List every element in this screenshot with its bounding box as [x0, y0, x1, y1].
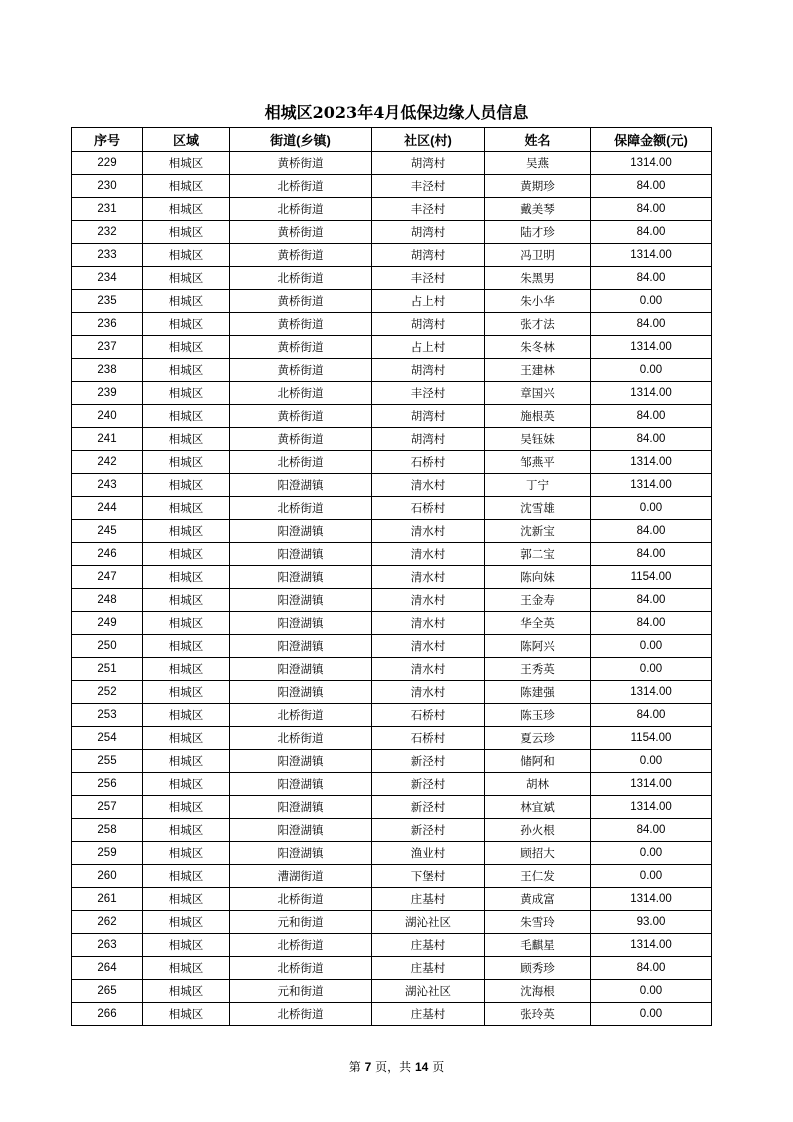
row-district: 相城区: [143, 497, 230, 520]
table-row: [72, 980, 712, 1003]
row-index: 254: [72, 727, 143, 750]
row-index: 229: [72, 152, 143, 175]
row-name: 王秀英: [485, 658, 591, 681]
row-name: 黄期珍: [485, 175, 591, 198]
row-district: 相城区: [143, 612, 230, 635]
table-row: [72, 290, 712, 313]
row-amount: 1314.00: [591, 888, 712, 911]
row-index: 244: [72, 497, 143, 520]
row-community: 湖沁社区: [372, 980, 485, 1003]
row-index: 239: [72, 382, 143, 405]
row-street: 北桥街道: [230, 382, 372, 405]
row-street: 阳澄湖镇: [230, 612, 372, 635]
row-index: 233: [72, 244, 143, 267]
table-row: [72, 313, 712, 336]
table-row: [72, 727, 712, 750]
row-amount: 0.00: [591, 750, 712, 773]
row-name: 朱黑男: [485, 267, 591, 290]
table-row: [72, 796, 712, 819]
row-index: 245: [72, 520, 143, 543]
row-amount: 1314.00: [591, 773, 712, 796]
row-district: 相城区: [143, 1003, 230, 1026]
row-index: 265: [72, 980, 143, 1003]
row-index: 238: [72, 359, 143, 382]
row-index: 251: [72, 658, 143, 681]
row-index: 230: [72, 175, 143, 198]
row-amount: 0.00: [591, 842, 712, 865]
row-index: 234: [72, 267, 143, 290]
row-name: 顾招大: [485, 842, 591, 865]
row-amount: 1314.00: [591, 796, 712, 819]
row-amount: 1314.00: [591, 681, 712, 704]
row-street: 阳澄湖镇: [230, 566, 372, 589]
row-name: 张玲英: [485, 1003, 591, 1026]
table-body: [72, 152, 712, 1026]
row-street: 阳澄湖镇: [230, 681, 372, 704]
row-name: 顾秀珍: [485, 957, 591, 980]
row-district: 相城区: [143, 520, 230, 543]
row-community: 清水村: [372, 681, 485, 704]
table-row: [72, 221, 712, 244]
header-community: 社区(村): [372, 128, 485, 152]
row-district: 相城区: [143, 152, 230, 175]
row-amount: 84.00: [591, 612, 712, 635]
footer-page-number: 7: [364, 1060, 372, 1074]
row-amount: 1154.00: [591, 566, 712, 589]
table-row: [72, 543, 712, 566]
row-community: 石桥村: [372, 727, 485, 750]
row-street: 阳澄湖镇: [230, 796, 372, 819]
header-district: 区域: [143, 128, 230, 152]
row-amount: 84.00: [591, 313, 712, 336]
row-name: 沈雪雄: [485, 497, 591, 520]
row-street: 北桥街道: [230, 267, 372, 290]
row-district: 相城区: [143, 727, 230, 750]
row-name: 朱雪玲: [485, 911, 591, 934]
row-amount: 1154.00: [591, 727, 712, 750]
row-name: 储阿和: [485, 750, 591, 773]
row-district: 相城区: [143, 819, 230, 842]
row-district: 相城区: [143, 750, 230, 773]
table-row: [72, 704, 712, 727]
row-district: 相城区: [143, 244, 230, 267]
row-district: 相城区: [143, 267, 230, 290]
row-name: 沈海根: [485, 980, 591, 1003]
row-street: 黄桥街道: [230, 290, 372, 313]
row-street: 阳澄湖镇: [230, 589, 372, 612]
row-amount: 84.00: [591, 267, 712, 290]
row-community: 清水村: [372, 566, 485, 589]
row-name: 吴燕: [485, 152, 591, 175]
row-amount: 93.00: [591, 911, 712, 934]
table-row: [72, 152, 712, 175]
row-community: 丰泾村: [372, 198, 485, 221]
header-amount: 保障金额(元): [591, 128, 712, 152]
row-street: 北桥街道: [230, 957, 372, 980]
row-name: 陈阿兴: [485, 635, 591, 658]
row-amount: 1314.00: [591, 382, 712, 405]
row-community: 丰泾村: [372, 267, 485, 290]
row-index: 264: [72, 957, 143, 980]
row-community: 湖沁社区: [372, 911, 485, 934]
row-district: 相城区: [143, 566, 230, 589]
table-row: [72, 382, 712, 405]
row-community: 清水村: [372, 612, 485, 635]
table-row: [72, 750, 712, 773]
table-row: [72, 888, 712, 911]
page-footer: [0, 1058, 793, 1075]
row-index: 247: [72, 566, 143, 589]
row-district: 相城区: [143, 911, 230, 934]
row-district: 相城区: [143, 313, 230, 336]
row-name: 戴美琴: [485, 198, 591, 221]
table-row: [72, 934, 712, 957]
row-district: 相城区: [143, 359, 230, 382]
row-name: 吴钰妹: [485, 428, 591, 451]
row-district: 相城区: [143, 865, 230, 888]
row-community: 庄基村: [372, 1003, 485, 1026]
row-district: 相城区: [143, 405, 230, 428]
table-row: [72, 566, 712, 589]
row-name: 林宜斌: [485, 796, 591, 819]
row-street: 阳澄湖镇: [230, 543, 372, 566]
row-street: 元和街道: [230, 980, 372, 1003]
row-amount: 1314.00: [591, 244, 712, 267]
row-district: 相城区: [143, 658, 230, 681]
row-amount: 0.00: [591, 980, 712, 1003]
row-street: 黄桥街道: [230, 221, 372, 244]
row-name: 沈新宝: [485, 520, 591, 543]
table-row: [72, 359, 712, 382]
row-street: 北桥街道: [230, 1003, 372, 1026]
row-district: 相城区: [143, 543, 230, 566]
row-amount: 84.00: [591, 819, 712, 842]
row-street: 阳澄湖镇: [230, 635, 372, 658]
row-district: 相城区: [143, 221, 230, 244]
row-community: 石桥村: [372, 451, 485, 474]
row-district: 相城区: [143, 635, 230, 658]
row-index: 258: [72, 819, 143, 842]
row-street: 黄桥街道: [230, 359, 372, 382]
table-row: [72, 198, 712, 221]
row-street: 北桥街道: [230, 888, 372, 911]
row-index: 232: [72, 221, 143, 244]
row-name: 夏云珍: [485, 727, 591, 750]
row-community: 占上村: [372, 336, 485, 359]
row-name: 陈向妹: [485, 566, 591, 589]
row-amount: 84.00: [591, 704, 712, 727]
row-index: 257: [72, 796, 143, 819]
row-district: 相城区: [143, 681, 230, 704]
table-row: [72, 267, 712, 290]
row-district: 相城区: [143, 704, 230, 727]
row-community: 清水村: [372, 635, 485, 658]
row-community: 胡湾村: [372, 244, 485, 267]
row-index: 237: [72, 336, 143, 359]
row-street: 北桥街道: [230, 727, 372, 750]
row-street: 阳澄湖镇: [230, 658, 372, 681]
row-amount: 1314.00: [591, 152, 712, 175]
row-index: 236: [72, 313, 143, 336]
table-row: [72, 658, 712, 681]
row-district: 相城区: [143, 336, 230, 359]
table-row: [72, 520, 712, 543]
row-name: 张才法: [485, 313, 591, 336]
row-district: 相城区: [143, 980, 230, 1003]
row-street: 北桥街道: [230, 198, 372, 221]
row-amount: 0.00: [591, 865, 712, 888]
table-row: [72, 911, 712, 934]
row-community: 占上村: [372, 290, 485, 313]
recipient-table: [71, 127, 712, 1026]
row-community: 清水村: [372, 589, 485, 612]
row-amount: 0.00: [591, 497, 712, 520]
row-amount: 84.00: [591, 589, 712, 612]
table-row: [72, 497, 712, 520]
row-amount: 1314.00: [591, 451, 712, 474]
table-row: [72, 244, 712, 267]
row-amount: 0.00: [591, 1003, 712, 1026]
header-name: 姓名: [485, 128, 591, 152]
header-street: 街道(乡镇): [230, 128, 372, 152]
row-index: 241: [72, 428, 143, 451]
table-row: [72, 1003, 712, 1026]
row-street: 北桥街道: [230, 175, 372, 198]
row-district: 相城区: [143, 773, 230, 796]
row-community: 胡湾村: [372, 405, 485, 428]
table-row: [72, 405, 712, 428]
row-index: 260: [72, 865, 143, 888]
row-street: 北桥街道: [230, 704, 372, 727]
row-street: 漕湖街道: [230, 865, 372, 888]
row-name: 郭二宝: [485, 543, 591, 566]
row-district: 相城区: [143, 290, 230, 313]
row-street: 黄桥街道: [230, 405, 372, 428]
row-street: 黄桥街道: [230, 152, 372, 175]
row-index: 259: [72, 842, 143, 865]
row-district: 相城区: [143, 382, 230, 405]
row-district: 相城区: [143, 428, 230, 451]
row-amount: 0.00: [591, 359, 712, 382]
row-name: 章国兴: [485, 382, 591, 405]
row-amount: 84.00: [591, 405, 712, 428]
row-community: 庄基村: [372, 934, 485, 957]
table-row: [72, 451, 712, 474]
table-row: [72, 865, 712, 888]
row-street: 黄桥街道: [230, 428, 372, 451]
footer-suffix: 页: [432, 1060, 445, 1074]
row-amount: 84.00: [591, 957, 712, 980]
row-name: 王仁发: [485, 865, 591, 888]
row-amount: 1314.00: [591, 474, 712, 497]
row-index: 248: [72, 589, 143, 612]
row-district: 相城区: [143, 957, 230, 980]
row-index: 256: [72, 773, 143, 796]
row-name: 朱小华: [485, 290, 591, 313]
row-name: 陈建强: [485, 681, 591, 704]
row-community: 新泾村: [372, 819, 485, 842]
table-row: [72, 842, 712, 865]
table-row: [72, 635, 712, 658]
row-index: 231: [72, 198, 143, 221]
row-district: 相城区: [143, 842, 230, 865]
row-amount: 84.00: [591, 520, 712, 543]
row-amount: 84.00: [591, 428, 712, 451]
row-amount: 0.00: [591, 658, 712, 681]
row-name: 华全英: [485, 612, 591, 635]
row-street: 北桥街道: [230, 934, 372, 957]
row-district: 相城区: [143, 474, 230, 497]
row-community: 丰泾村: [372, 382, 485, 405]
row-community: 清水村: [372, 474, 485, 497]
row-name: 陈玉珍: [485, 704, 591, 727]
row-street: 阳澄湖镇: [230, 819, 372, 842]
row-amount: 0.00: [591, 635, 712, 658]
row-amount: 84.00: [591, 175, 712, 198]
row-index: 235: [72, 290, 143, 313]
row-street: 阳澄湖镇: [230, 474, 372, 497]
row-community: 胡湾村: [372, 313, 485, 336]
row-index: 240: [72, 405, 143, 428]
row-community: 胡湾村: [372, 221, 485, 244]
row-name: 王金寿: [485, 589, 591, 612]
row-street: 元和街道: [230, 911, 372, 934]
footer-middle: 页，共: [375, 1060, 412, 1074]
row-index: 262: [72, 911, 143, 934]
row-index: 249: [72, 612, 143, 635]
row-community: 渔业村: [372, 842, 485, 865]
row-street: 阳澄湖镇: [230, 842, 372, 865]
row-street: 黄桥街道: [230, 313, 372, 336]
row-district: 相城区: [143, 451, 230, 474]
row-community: 胡湾村: [372, 359, 485, 382]
table-row: [72, 819, 712, 842]
row-index: 255: [72, 750, 143, 773]
row-index: 253: [72, 704, 143, 727]
row-district: 相城区: [143, 796, 230, 819]
footer-prefix: 第: [348, 1060, 361, 1074]
table-row: [72, 428, 712, 451]
footer-total-pages: 14: [415, 1060, 429, 1074]
table-row: [72, 474, 712, 497]
row-community: 新泾村: [372, 750, 485, 773]
table-row: [72, 589, 712, 612]
row-community: 新泾村: [372, 773, 485, 796]
header-index: 序号: [72, 128, 143, 152]
row-name: 丁宁: [485, 474, 591, 497]
row-name: 孙火根: [485, 819, 591, 842]
row-amount: 84.00: [591, 198, 712, 221]
row-community: 清水村: [372, 520, 485, 543]
row-district: 相城区: [143, 198, 230, 221]
table-row: [72, 773, 712, 796]
row-community: 清水村: [372, 543, 485, 566]
row-street: 黄桥街道: [230, 336, 372, 359]
row-name: 冯卫明: [485, 244, 591, 267]
row-index: 252: [72, 681, 143, 704]
row-community: 石桥村: [372, 704, 485, 727]
row-district: 相城区: [143, 589, 230, 612]
row-amount: 1314.00: [591, 934, 712, 957]
row-name: 毛麒星: [485, 934, 591, 957]
row-name: 朱冬林: [485, 336, 591, 359]
row-community: 石桥村: [372, 497, 485, 520]
row-name: 王建林: [485, 359, 591, 382]
row-street: 阳澄湖镇: [230, 520, 372, 543]
row-community: 新泾村: [372, 796, 485, 819]
row-street: 阳澄湖镇: [230, 750, 372, 773]
row-street: 黄桥街道: [230, 244, 372, 267]
document-title: 相城区2023年4月低保边缘人员信息: [264, 103, 529, 122]
row-index: 250: [72, 635, 143, 658]
table-header-row: [72, 128, 712, 152]
table-row: [72, 336, 712, 359]
row-name: 施根英: [485, 405, 591, 428]
row-community: 清水村: [372, 658, 485, 681]
row-name: 邹燕平: [485, 451, 591, 474]
row-index: 246: [72, 543, 143, 566]
row-amount: 84.00: [591, 543, 712, 566]
row-community: 庄基村: [372, 957, 485, 980]
row-street: 北桥街道: [230, 451, 372, 474]
row-name: 黄成富: [485, 888, 591, 911]
row-street: 阳澄湖镇: [230, 773, 372, 796]
row-community: 丰泾村: [372, 175, 485, 198]
row-district: 相城区: [143, 888, 230, 911]
table-row: [72, 612, 712, 635]
row-index: 242: [72, 451, 143, 474]
row-amount: 84.00: [591, 221, 712, 244]
row-amount: 0.00: [591, 290, 712, 313]
row-community: 庄基村: [372, 888, 485, 911]
row-name: 胡林: [485, 773, 591, 796]
row-community: 胡湾村: [372, 152, 485, 175]
row-name: 陆才珍: [485, 221, 591, 244]
row-index: 266: [72, 1003, 143, 1026]
row-street: 北桥街道: [230, 497, 372, 520]
table-row: [72, 681, 712, 704]
row-community: 下堡村: [372, 865, 485, 888]
row-community: 胡湾村: [372, 428, 485, 451]
row-district: 相城区: [143, 175, 230, 198]
row-amount: 1314.00: [591, 336, 712, 359]
row-district: 相城区: [143, 934, 230, 957]
table-row: [72, 175, 712, 198]
row-index: 263: [72, 934, 143, 957]
row-index: 261: [72, 888, 143, 911]
row-index: 243: [72, 474, 143, 497]
table-row: [72, 957, 712, 980]
